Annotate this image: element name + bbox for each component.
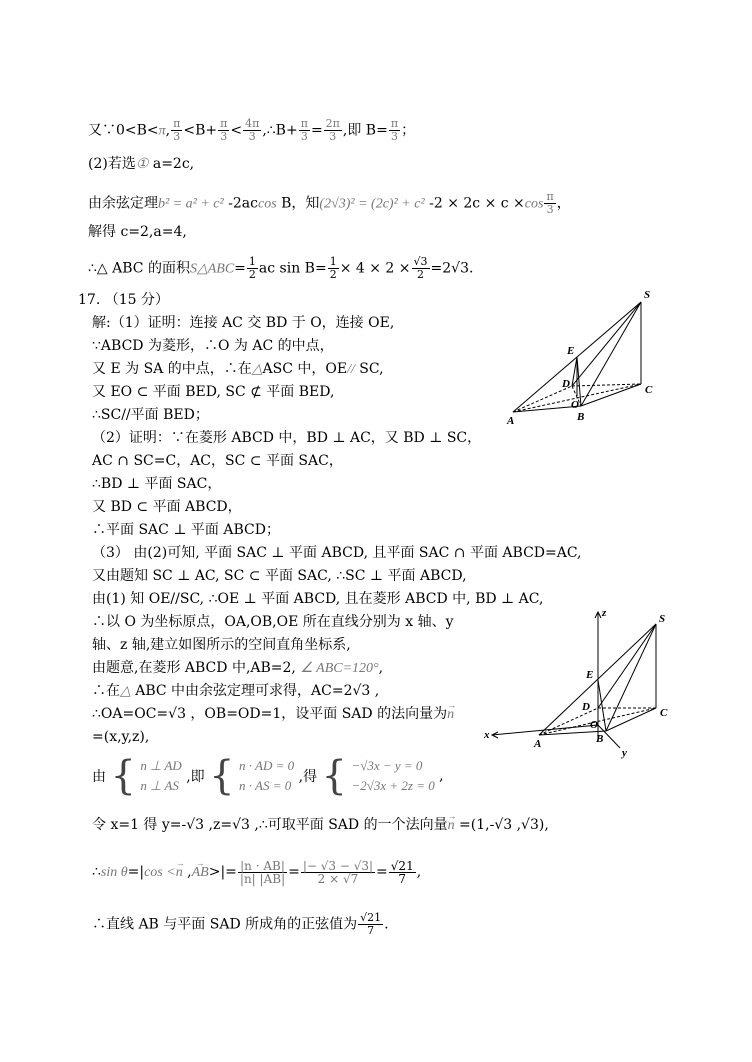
denominator: 2 xyxy=(417,268,425,281)
denominator: 3 xyxy=(220,130,228,143)
text: ∴△ ABC 的面积 xyxy=(88,260,190,277)
formula: cos xyxy=(524,196,544,212)
denominator: 7 xyxy=(367,924,375,937)
condition: n · AS = 0 xyxy=(239,778,292,793)
fraction xyxy=(218,118,229,143)
numerator: 1 xyxy=(248,255,256,268)
text-line xyxy=(92,816,549,835)
text: ac sin B= xyxy=(258,260,327,277)
sqrt: √3 xyxy=(494,817,513,833)
text: 由题意,在菱形 ABCD 中,AB=2, xyxy=(92,660,301,676)
sin-theta-line xyxy=(92,852,421,893)
text: . xyxy=(469,260,474,277)
label-d: D xyxy=(562,378,570,390)
sqrt: √3 xyxy=(168,706,186,722)
text-line: ∴BD ⊥ 平面 SAC， xyxy=(92,476,222,492)
text-line xyxy=(92,360,384,379)
line-cosine-law xyxy=(88,191,571,216)
formula: b² = a² + c² xyxy=(158,196,224,212)
fraction xyxy=(299,118,310,143)
segment-ed xyxy=(572,357,577,386)
text-line: ∴SC//平面 BED； xyxy=(92,407,209,423)
label-b: B xyxy=(577,411,585,423)
label-o: O xyxy=(571,399,579,411)
numerator: π xyxy=(390,117,399,130)
left-brace: { xyxy=(110,753,136,799)
text-line: 轴、z 轴,建立如图所示的空间直角坐标系, xyxy=(92,637,351,653)
text: ∴直线 AB 与平面 SAD 所成角的正弦值为 xyxy=(92,916,358,933)
numerator: π xyxy=(300,117,308,130)
label-c: C xyxy=(645,384,653,396)
text: ,得 xyxy=(298,769,318,785)
text: ， xyxy=(556,195,571,212)
denominator: 7 xyxy=(398,871,407,886)
text: ,∴可取平面 SAD 的一个法向量 xyxy=(249,817,448,833)
numerator: π xyxy=(173,117,181,130)
denominator: 3 xyxy=(248,130,256,143)
text: ABC 中由余弦定理可求得，AC=2 xyxy=(130,683,353,699)
label-c: C xyxy=(660,707,668,719)
numerator: √21 xyxy=(390,858,414,873)
numerator: 2π xyxy=(325,117,340,130)
text-line: AC ∩ SC=C，AC，SC ⊂ 平面 SAC， xyxy=(92,453,343,469)
label-s: S xyxy=(659,613,666,625)
sqrt: √3 xyxy=(186,817,205,833)
circle-one: ① xyxy=(135,157,149,172)
text-line: （3） 由(2)可知, 平面 SAC ⊥ 平面 ABCD, 且平面 SAC ∩ 平面 ABCD=AC, xyxy=(92,545,582,561)
text: a=2c, xyxy=(148,156,195,172)
sqrt: √3 xyxy=(352,683,371,699)
fraction xyxy=(238,860,287,885)
condition: n ⊥ AD xyxy=(140,758,182,773)
sqrt: √3 xyxy=(521,817,539,833)
text: ,即 B= xyxy=(342,122,388,139)
text: 又∵0<B< xyxy=(88,122,159,139)
label-b: B xyxy=(596,733,604,745)
fraction xyxy=(243,118,261,143)
text: =(1,- xyxy=(454,817,495,833)
condition-column xyxy=(351,756,434,796)
text: ,∴B+ xyxy=(262,122,298,139)
left-brace: { xyxy=(209,753,235,799)
condition-column xyxy=(140,756,181,796)
denominator: 3 xyxy=(390,130,398,143)
triangle-symbol: △ xyxy=(251,362,263,377)
text-line xyxy=(92,659,383,678)
numerator: π xyxy=(546,190,554,203)
fraction xyxy=(328,256,339,281)
edge-bc xyxy=(606,708,656,731)
fraction xyxy=(247,256,258,281)
line-b-range xyxy=(88,118,415,143)
text: 由 xyxy=(92,769,106,785)
text: = xyxy=(288,864,300,880)
vector-ab: → AB xyxy=(192,853,209,893)
text: ； xyxy=(401,122,416,139)
denominator: 3 xyxy=(300,130,308,143)
denominator: 2 xyxy=(329,268,337,281)
pi-symbol: π xyxy=(158,123,166,139)
numerator: 4π xyxy=(245,117,260,130)
formula: cos < xyxy=(144,865,176,880)
text: (2)若选 xyxy=(88,156,136,172)
text: = xyxy=(376,864,388,880)
triangle-symbol: △ xyxy=(120,684,131,699)
text-line: （2）证明：∵在菱形 ABCD 中，BD ⊥ AC，又 BD ⊥ SC， xyxy=(92,430,482,446)
text: <B+ xyxy=(183,122,218,139)
denominator: 3 xyxy=(546,203,554,216)
text: = xyxy=(310,122,323,139)
denominator: 3 xyxy=(173,130,181,143)
text-line: 又由题知 SC ⊥ AC, SC ⊂ 平面 SAC, ∴SC ⊥ 平面 ABCD, xyxy=(92,568,467,584)
text: , xyxy=(378,660,384,676)
equation-system xyxy=(92,753,444,799)
pyramid-figure-2 xyxy=(482,604,682,760)
text: ，OB=OD=1，设平面 SAD 的法向量为 xyxy=(185,706,448,722)
fraction xyxy=(358,912,383,937)
pyramid-figure-1 xyxy=(505,288,665,428)
edge-dc xyxy=(572,384,641,386)
numerator: √21 xyxy=(360,911,382,924)
text: =| xyxy=(127,864,145,880)
text: × 4 × 2 × xyxy=(339,260,411,277)
text: = xyxy=(234,260,246,277)
text: -2ac xyxy=(223,195,258,212)
sqrt: √3 xyxy=(451,260,469,277)
left-brace: { xyxy=(321,753,347,799)
condition: n · AD = 0 xyxy=(239,758,295,773)
label-e: E xyxy=(586,669,594,681)
text: ASC 中，OE xyxy=(262,361,348,377)
text-line: 解:（1）证明：连接 AC 交 BD 于 O，连接 OE, xyxy=(92,315,395,331)
fraction xyxy=(171,118,182,143)
edge-sd xyxy=(598,624,656,708)
label-a: A xyxy=(534,738,542,750)
edge-sb xyxy=(606,624,656,731)
text: 由余弦定理 xyxy=(88,195,158,212)
fraction xyxy=(412,256,430,281)
text: >|= xyxy=(208,864,237,880)
numerator: 1 xyxy=(329,255,337,268)
text: B，知 xyxy=(276,195,320,212)
text: =2 xyxy=(430,260,452,277)
numerator: |n · AB| xyxy=(238,860,287,873)
text: , xyxy=(416,864,422,880)
sqrt: √3 xyxy=(232,817,250,833)
text: 又 E 为 SA 的中点，∴在 xyxy=(92,361,252,377)
text: < xyxy=(230,122,243,139)
line-area xyxy=(88,256,473,281)
denominator: |n| |AB| xyxy=(239,871,286,886)
text-line: 又 EO ⊂ 平面 BED, SC ⊄ 平面 BED, xyxy=(92,384,335,400)
numerator: √3 xyxy=(413,255,428,268)
parallel-symbol: // xyxy=(347,362,355,377)
label-z: z xyxy=(602,607,607,619)
text: , xyxy=(370,683,380,699)
denominator: 3 xyxy=(329,130,337,143)
text: ,即 xyxy=(186,769,205,785)
edge-bc xyxy=(581,384,641,406)
label-d: D xyxy=(582,701,590,713)
formula: (2√3)² = (2c)² + c² xyxy=(319,196,425,212)
label-e: E xyxy=(567,345,575,357)
text: ∴在 xyxy=(92,683,120,699)
equation: −2√3x + 2z = 0 xyxy=(351,778,435,793)
text: , xyxy=(439,768,444,784)
line-solve: 解得 c=2,a=4, xyxy=(88,224,187,240)
condition-column xyxy=(239,756,294,796)
label-y: y xyxy=(622,747,627,759)
text: SC, xyxy=(354,361,384,377)
text-line: 由(1) 知 OE//SC, ∴OE ⊥ 平面 ABCD, 且在菱形 ABCD 中, BD ⊥ AC, xyxy=(92,591,544,607)
denominator: 2 xyxy=(248,268,256,281)
denominator: 2 × √7 xyxy=(317,871,359,886)
conclusion-line xyxy=(92,912,389,937)
text: . xyxy=(384,916,389,933)
text: ), xyxy=(538,817,549,833)
fraction xyxy=(389,860,416,885)
label-s: S xyxy=(644,289,651,301)
formula: sin θ xyxy=(100,865,128,880)
numerator: π xyxy=(220,117,228,130)
line-choice xyxy=(88,155,194,174)
text: , xyxy=(182,864,192,880)
text-line: ∴以 O 为坐标原点，OA,OB,OE 所在直线分别为 x 轴、y xyxy=(92,614,454,630)
text: 令 x=1 得 y=- xyxy=(92,817,187,833)
label-a: A xyxy=(507,415,515,427)
text: ,z= xyxy=(204,817,233,833)
text: -2 × 2c × c × xyxy=(424,195,525,212)
formula: S△ABC xyxy=(189,261,235,277)
label-o: O xyxy=(590,719,598,731)
text: , xyxy=(512,817,522,833)
numerator: |− √3 − √3| xyxy=(302,858,374,873)
text-line xyxy=(92,705,454,724)
condition: n ⊥ AS xyxy=(140,778,179,793)
fraction xyxy=(324,118,342,143)
vector-n: → n xyxy=(448,817,455,835)
equation: −√3x − y = 0 xyxy=(351,758,423,773)
vector-n: → n xyxy=(176,853,183,893)
text: , xyxy=(165,122,171,139)
vector-n: → n xyxy=(447,706,454,724)
text-line xyxy=(92,682,379,701)
text: ∴OA=OC= xyxy=(92,706,169,722)
text-line: 又 BD ⊂ 平面 ABCD， xyxy=(92,499,242,515)
text-line: =(x,y,z), xyxy=(92,729,150,745)
fraction xyxy=(301,860,375,885)
angle: ∠ ABC=120° xyxy=(300,661,379,676)
text-line: ∴平面 SAC ⊥ 平面 ABCD； xyxy=(92,522,280,538)
text: ∴ xyxy=(92,864,101,880)
problem-number: 17. （15 分） xyxy=(78,292,169,308)
edge-sd xyxy=(572,302,641,386)
label-x: x xyxy=(484,729,490,741)
fraction xyxy=(544,191,555,216)
text-line: ∵ABCD 为菱形，∴O 为 AC 的中点， xyxy=(92,338,334,354)
fraction xyxy=(389,118,400,143)
formula: cos xyxy=(257,196,277,212)
